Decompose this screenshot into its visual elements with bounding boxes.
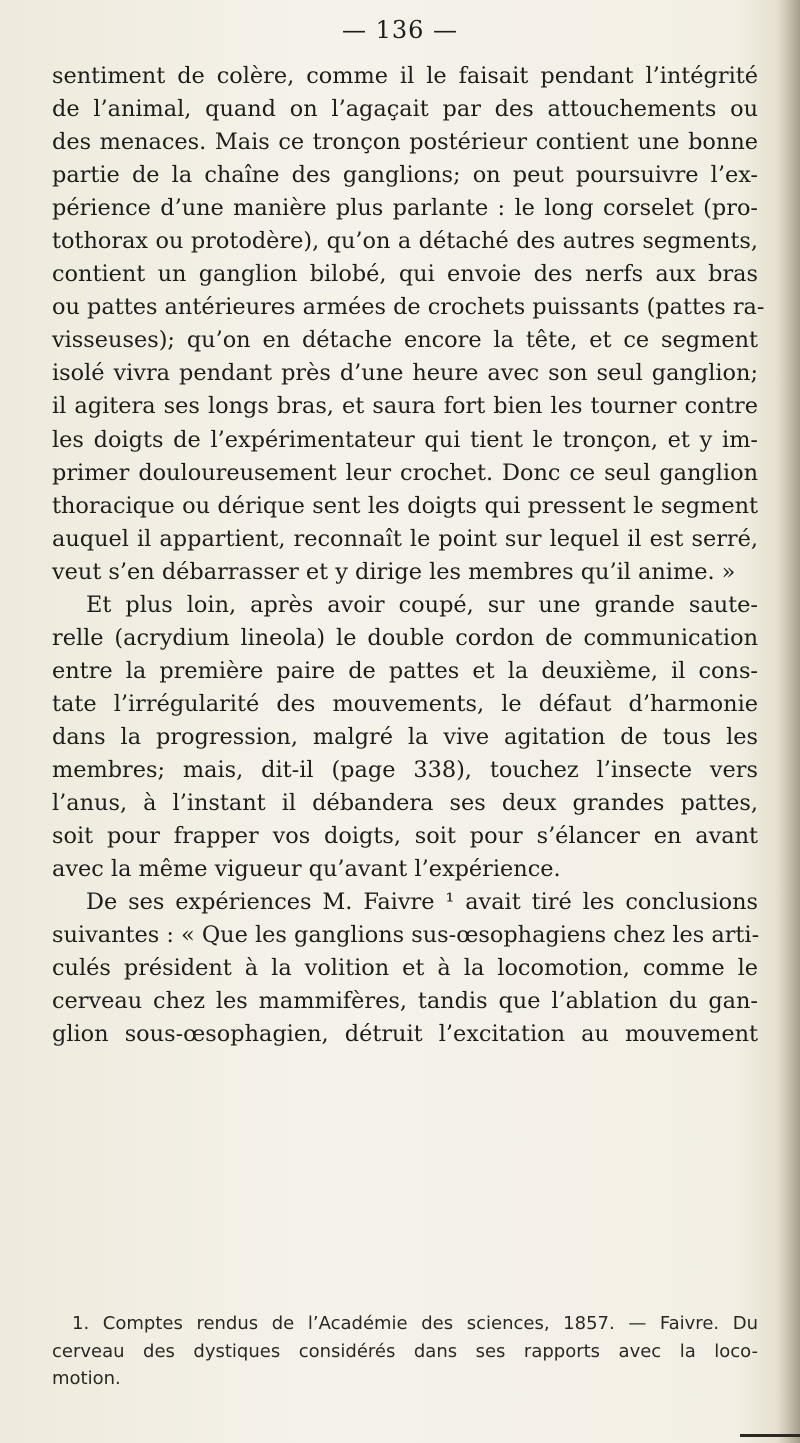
body-text [52,60,765,1051]
text-line: thoracique ou dérique sent les doigts qui pressent le segment [52,492,758,519]
text-line: contient un ganglion bilobé, qui envoie des nerfs aux bras [52,261,758,288]
text-line: les doigts de l’expérimentateur qui tient le tronçon, et y im- [52,426,758,453]
page-number: — 136 — [341,16,459,44]
text-line: De ses expériences M. Faivre ¹ avait tiré les conclusions [86,889,758,916]
text-line: dans la progression, malgré la vive agitation de tous les [52,723,758,750]
text-line: l’anus, à l’instant il débandera ses deux grandes pattes, [52,790,758,817]
text-line: ou pattes antérieures armées de crochets puissants (pattes ra- [52,294,765,321]
footnote-line: cerveau des dystiques considérés dans ses rapports avec la loco- [52,1340,758,1362]
text-line: Et plus loin, après avoir coupé, sur une grande saute- [86,591,758,618]
page-edge-shadow [778,0,800,1443]
text-line: il agitera ses longs bras, et saura fort bien les tourner contre [52,393,758,420]
text-line: périence d’une manière plus parlante : le long corselet (pro- [52,195,758,222]
text-line: veut s’en débarrasser et y dirige les membres qu’il anime. » [52,558,736,585]
text-line: visseuses); qu’on en détache encore la tête, et ce segment [52,327,758,354]
text-line: tate l’irrégularité des mouvements, le défaut d’harmonie [52,690,758,717]
text-line: relle (acrydium lineola) le double cordon de communication [52,624,758,651]
text-line: avec la même vigueur qu’avant l’expérience. [52,856,561,883]
text-line: tothorax ou protodère), qu’on a détaché des autres segments, [52,228,758,255]
text-line: sentiment de colère, comme il le faisait pendant l’intégrité [52,63,758,89]
footnote-line: motion. [52,1368,121,1389]
text-line: soit pour frapper vos doigts, soit pour s’élancer en avant [52,823,758,850]
footnote-line: 1. Comptes rendus de l’Académie des sciences, 1857. — Faivre. Du [72,1313,758,1334]
footnote [52,1310,758,1393]
text-line: suivantes : « Que les ganglions sus-œsophagiens chez les arti- [52,922,760,949]
text-line: culés président à la volition et à la locomotion, comme le [52,955,758,982]
text-line: membres; mais, dit-il (page 338), touchez l’insecte vers [52,756,758,783]
text-line: partie de la chaîne des ganglions; on peut poursuivre l’ex- [52,162,758,189]
text-line: glion sous-œsophagien, détruit l’excitation au mouvement [52,1021,758,1048]
text-line: entre la première paire de pattes et la deuxième, il cons- [52,657,758,684]
text-line: auquel il appartient, reconnaît le point sur lequel il est serré, [52,525,758,552]
text-line: des menaces. Mais ce tronçon postérieur contient une bonne [52,129,758,156]
text-line: de l’animal, quand on l’agaçait par des attouchements ou [52,96,758,123]
text-line: primer douloureusement leur crochet. Donc ce seul ganglion [52,459,758,486]
page-bottom-mark [740,1434,800,1437]
text-line: isolé vivra pendant près d’une heure avec son seul ganglion; [52,360,758,387]
text-line: cerveau chez les mammifères, tandis que l’ablation du gan- [52,988,758,1015]
